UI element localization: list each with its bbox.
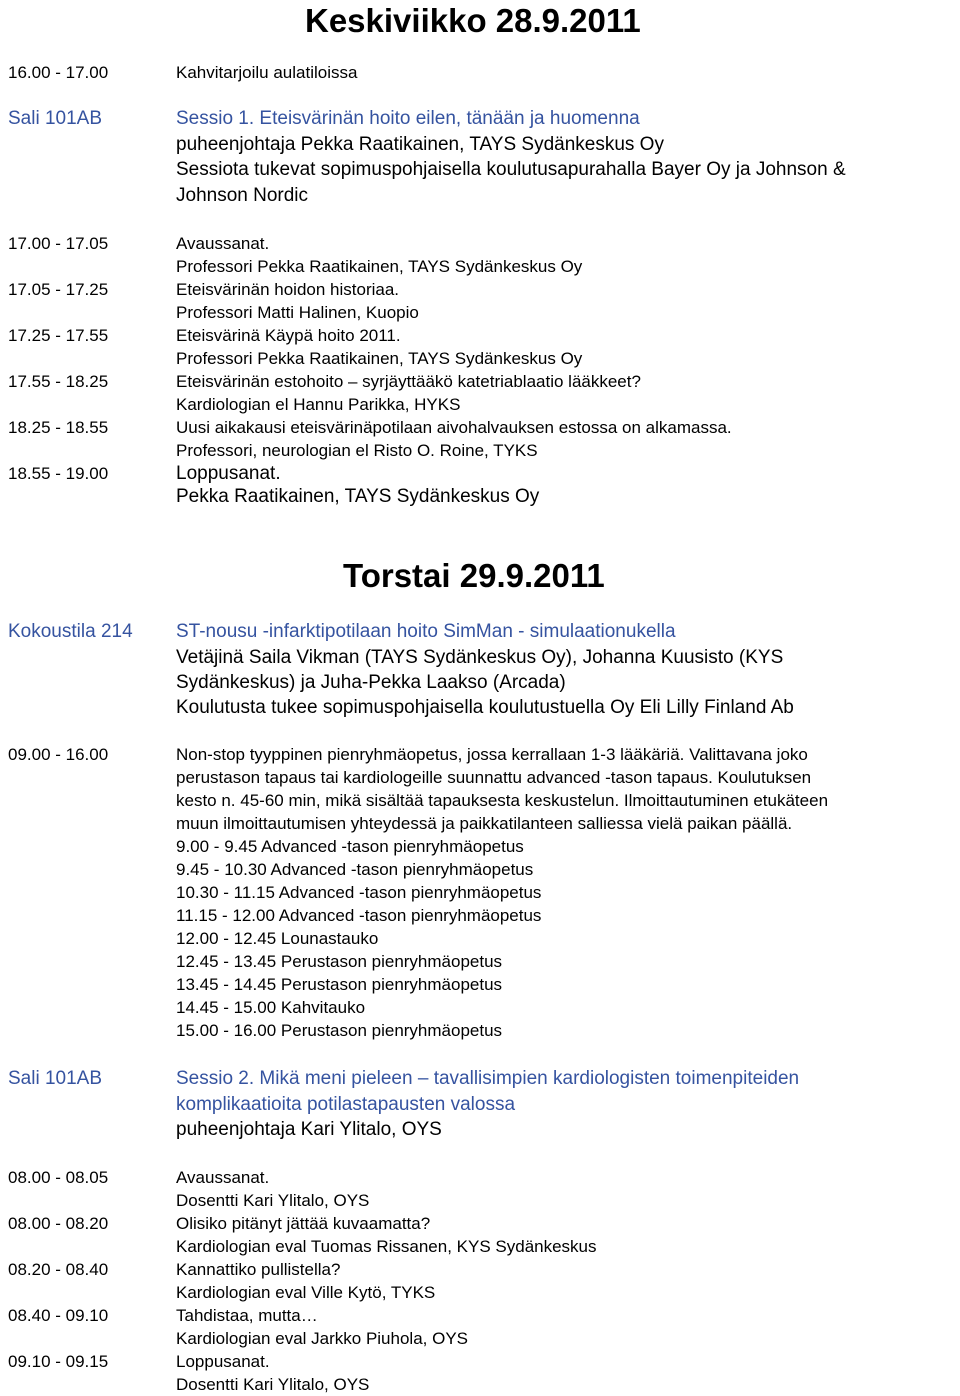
day1-title: Keskiviikko 28.9.2011: [305, 2, 641, 39]
workshop-schedule-item: 15.00 - 16.00 Perustason pienryhmäopetus: [176, 1021, 503, 1040]
workshop-schedule-item: 9.00 - 9.45 Advanced -tason pienryhmäopetus: [176, 837, 524, 856]
session1-chair: puheenjohtaja Pekka Raatikainen, TAYS Sydänkeskus Oy: [176, 134, 664, 155]
program-item-time: 17.55 - 18.25: [8, 372, 109, 391]
session1-title: Sessio 1. Eteisvärinän hoito eilen, tänään ja huomenna: [176, 108, 640, 129]
session1-sponsor-line2: Johnson Nordic: [176, 185, 309, 206]
program-item-speaker: Dosentti Kari Ylitalo, OYS: [176, 1191, 370, 1210]
workshop-schedule-item: 14.45 - 15.00 Kahvitauko: [176, 998, 366, 1017]
workshop-leaders-line1: Vetäjinä Saila Vikman (TAYS Sydänkeskus Oy), Johanna Kuusisto (KYS: [176, 647, 784, 668]
workshop-desc-line: kesto n. 45-60 min, mikä sisältää tapauksesta keskustelun. Ilmoittautuminen etukäteen: [176, 791, 829, 810]
program-item-speaker: Kardiologian eval Tuomas Rissanen, KYS Sydänkeskus: [176, 1237, 597, 1256]
workshop-desc-line: Non-stop tyyppinen pienryhmäopetus, jossa kerrallaan 1-3 lääkäriä. Valittavana joko: [176, 745, 808, 764]
program-item-title: Loppusanat.: [176, 463, 281, 484]
program-item-speaker: Professori Matti Halinen, Kuopio: [176, 303, 419, 322]
workshop-room: Kokoustila 214: [8, 621, 133, 642]
program-item-title: Avaussanat.: [176, 234, 270, 253]
workshop-schedule-item: 10.30 - 11.15 Advanced -tason pienryhmäopetus: [176, 883, 542, 902]
workshop-time: 09.00 - 16.00: [8, 745, 109, 764]
program-item-time: 17.25 - 17.55: [8, 326, 109, 345]
program-item-title: Uusi aikakausi eteisvärinäpotilaan aivohalvauksen estossa on alkamassa.: [176, 418, 732, 437]
program-item-speaker: Kardiologian eval Ville Kytö, TYKS: [176, 1283, 436, 1302]
coffee-text: Kahvitarjoilu aulatiloissa: [176, 63, 358, 82]
program-item-title: Eteisvärinän hoidon historiaa.: [176, 280, 400, 299]
program-item-title: Eteisvärinä Käypä hoito 2011.: [176, 326, 401, 345]
program-item-time: 09.10 - 09.15: [8, 1352, 109, 1371]
workshop-title: ST-nousu -infarktipotilaan hoito SimMan - simulaationukella: [176, 621, 676, 642]
program-item-title: Eteisvärinän estohoito – syrjäyttääkö katetriablaatio lääkkeet?: [176, 372, 641, 391]
program-item-time: 17.05 - 17.25: [8, 280, 109, 299]
session2-title-line1: Sessio 2. Mikä meni pieleen – tavallisimpien kardiologisten toimenpiteiden: [176, 1068, 800, 1089]
program-item-speaker: Professori Pekka Raatikainen, TAYS Sydänkeskus Oy: [176, 349, 583, 368]
workshop-schedule-item: 9.45 - 10.30 Advanced -tason pienryhmäopetus: [176, 860, 534, 879]
program-item-time: 08.00 - 08.05: [8, 1168, 109, 1187]
session2-room: Sali 101AB: [8, 1068, 103, 1089]
program-item-speaker: Pekka Raatikainen, TAYS Sydänkeskus Oy: [176, 486, 540, 507]
program-item-speaker: Kardiologian eval Jarkko Piuhola, OYS: [176, 1329, 468, 1348]
program-item-speaker: Professori Pekka Raatikainen, TAYS Sydänkeskus Oy: [176, 257, 583, 276]
program-item-time: 17.00 - 17.05: [8, 234, 109, 253]
session1-sponsor-line1: Sessiota tukevat sopimuspohjaisella koulutusapurahalla Bayer Oy ja Johnson &: [176, 159, 846, 180]
coffee-time: 16.00 - 17.00: [8, 63, 109, 82]
program-item-title: Olisiko pitänyt jättää kuvaamatta?: [176, 1214, 431, 1233]
program-item-title: Tahdistaa, mutta…: [176, 1306, 318, 1325]
program-item-title: Loppusanat.: [176, 1352, 270, 1371]
program-item-speaker: Kardiologian el Hannu Parikka, HYKS: [176, 395, 461, 414]
workshop-schedule-item: 11.15 - 12.00 Advanced -tason pienryhmäopetus: [176, 906, 542, 925]
session2-title-line2: komplikaatioita potilastapausten valossa: [176, 1094, 516, 1115]
workshop-support: Koulutusta tukee sopimuspohjaisella koulutustuella Oy Eli Lilly Finland Ab: [176, 697, 794, 718]
program-item-time: 08.00 - 08.20: [8, 1214, 109, 1233]
program-item-title: Avaussanat.: [176, 1168, 270, 1187]
program-item-time: 08.40 - 09.10: [8, 1306, 109, 1325]
session1-room: Sali 101AB: [8, 108, 103, 129]
program-item-speaker: Dosentti Kari Ylitalo, OYS: [176, 1375, 370, 1394]
program-item-time: 18.55 - 19.00: [8, 464, 109, 483]
workshop-desc-line: muun ilmoittautumisen yhteydessä ja paikkatilanteen salliessa vielä paikan päällä.: [176, 814, 793, 833]
session2-chair: puheenjohtaja Kari Ylitalo, OYS: [176, 1119, 442, 1140]
workshop-leaders-line2: Sydänkeskus) ja Juha-Pekka Laakso (Arcada): [176, 672, 566, 693]
program-item-time: 08.20 - 08.40: [8, 1260, 109, 1279]
workshop-schedule-item: 12.45 - 13.45 Perustason pienryhmäopetus: [176, 952, 503, 971]
program-item-title: Kannattiko pullistella?: [176, 1260, 341, 1279]
program-item-speaker: Professori, neurologian el Risto O. Roine, TYKS: [176, 441, 538, 460]
workshop-schedule-item: 13.45 - 14.45 Perustason pienryhmäopetus: [176, 975, 503, 994]
workshop-schedule-item: 12.00 - 12.45 Lounastauko: [176, 929, 379, 948]
workshop-desc-line: perustason tapaus tai kardiologeille suunnattu advanced -tason tapaus. Koulutuksen: [176, 768, 812, 787]
day2-title: Torstai 29.9.2011: [343, 557, 605, 594]
program-item-time: 18.25 - 18.55: [8, 418, 109, 437]
